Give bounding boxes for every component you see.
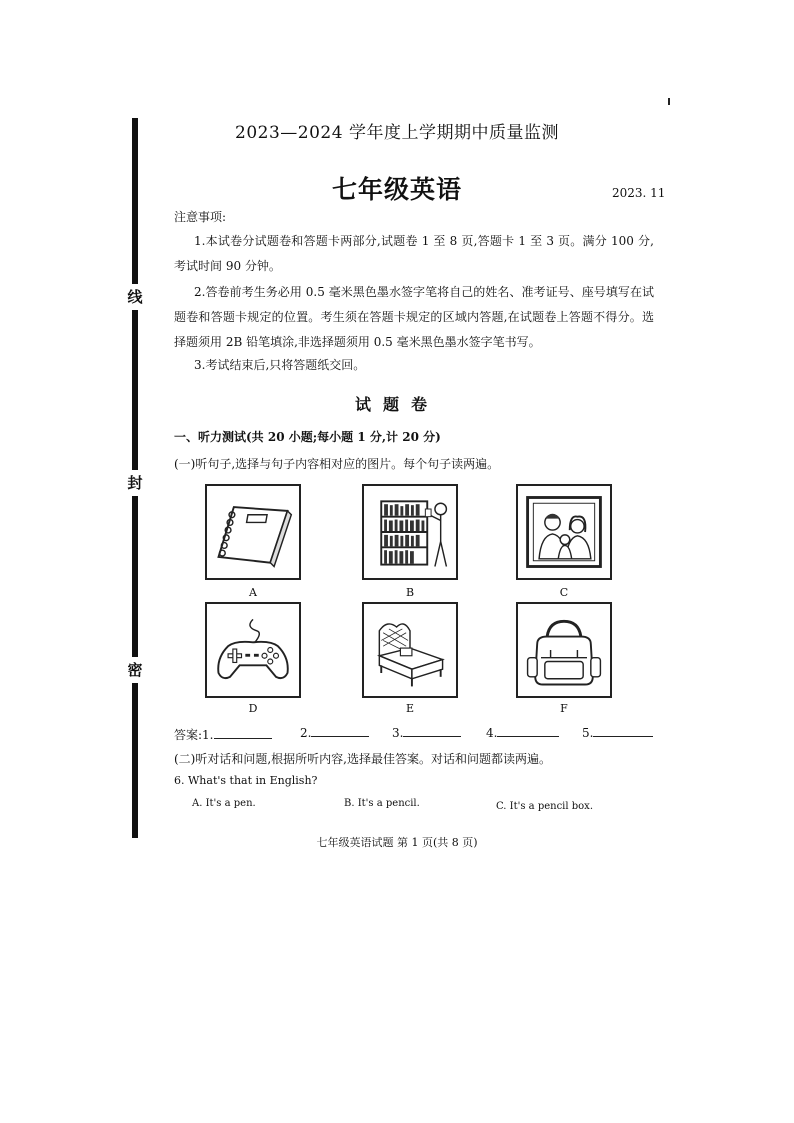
backpack-icon — [518, 604, 610, 696]
answer-blank-5[interactable] — [593, 726, 653, 737]
answer-num-1: 1. — [202, 728, 214, 742]
picture-label-e: E — [405, 702, 415, 715]
picture-b — [362, 484, 458, 580]
picture-c — [516, 484, 612, 580]
answer-1 — [174, 726, 272, 743]
answer-5 — [582, 726, 653, 740]
exam-title: 2023—2024 学年度上学期期中质量监测 — [235, 123, 559, 143]
part1-heading: 一、听力测试(共 20 小题;每小题 1 分,计 20 分) — [174, 430, 441, 444]
picture-a — [205, 484, 301, 580]
answer-prefix: 答案: — [174, 728, 203, 742]
question-6-stem: 6. What's that in English? — [174, 774, 318, 787]
answer-blank-3[interactable] — [403, 726, 461, 737]
answer-num-4: 4. — [486, 726, 498, 740]
answer-num-5: 5. — [582, 726, 594, 740]
picture-label-d: D — [248, 702, 258, 715]
notice-item-2 — [174, 280, 654, 355]
picture-f — [516, 602, 612, 698]
binding-char-feng: 封 — [123, 470, 147, 496]
section-title: 试题卷 — [354, 395, 439, 414]
notice-item-3-text: 3.考试结束后,只将答题纸交回。 — [194, 358, 366, 372]
bookshelf-icon — [364, 486, 456, 578]
answer-blank-1[interactable] — [214, 728, 272, 739]
binding-char-xian: 线 — [123, 284, 147, 310]
question-6-option-b: B. It's a pencil. — [344, 798, 420, 809]
answer-num-3: 3. — [392, 726, 404, 740]
answer-4 — [486, 726, 559, 740]
notice-heading: 注意事项: — [174, 210, 227, 224]
answer-3 — [392, 726, 461, 740]
page-footer: 七年级英语试题 第 1 页(共 8 页) — [316, 836, 478, 849]
question-6-option-a: A. It's a pen. — [192, 798, 256, 809]
game-controller-icon — [207, 604, 299, 696]
family-photo-icon — [518, 486, 610, 578]
binding-char-mi: 密 — [123, 657, 147, 683]
answer-num-2: 2. — [300, 726, 312, 740]
notice-item-1-text: 1.本试卷分试题卷和答题卡两部分,试题卷 1 至 8 页,答题卡 1 至 3 页。满分 100 分,考试时间 90 分钟。 — [174, 234, 654, 273]
notebook-icon — [207, 486, 299, 578]
answer-blank-4[interactable] — [497, 726, 559, 737]
answer-2 — [300, 726, 369, 740]
picture-label-f: F — [560, 702, 568, 715]
picture-e — [362, 602, 458, 698]
picture-label-c: C — [559, 586, 569, 599]
notice-item-2-text: 2.答卷前考生务必用 0.5 毫米黑色墨水签字笔将自己的姓名、准考证号、座号填写在试题卷和答题卡规定的位置。考生须在答题卡规定的区域内答题,在试题卷上答题不得分。选择题须用 2B 铅笔填涂,非选择题须用 0.5 毫米黑色墨水签字笔书写。 — [174, 285, 654, 349]
answer-blank-2[interactable] — [311, 726, 369, 737]
bed-icon — [364, 604, 456, 696]
picture-label-a: A — [249, 586, 257, 599]
notice-item-1 — [174, 229, 654, 279]
picture-d — [205, 602, 301, 698]
exam-subject: 七年级英语 — [331, 175, 462, 204]
part1-sub2-heading: (二)听对话和问题,根据所听内容,选择最佳答案。对话和问题都读两遍。 — [174, 752, 551, 766]
part1-sub1-heading: (一)听句子,选择与句子内容相对应的图片。每个句子读两遍。 — [174, 457, 500, 471]
scan-mark — [668, 98, 670, 105]
notice-item-3 — [174, 353, 654, 378]
question-6-option-c: C. It's a pencil box. — [496, 801, 593, 812]
exam-date: 2023. 11 — [612, 186, 666, 200]
picture-label-b: B — [405, 586, 415, 599]
